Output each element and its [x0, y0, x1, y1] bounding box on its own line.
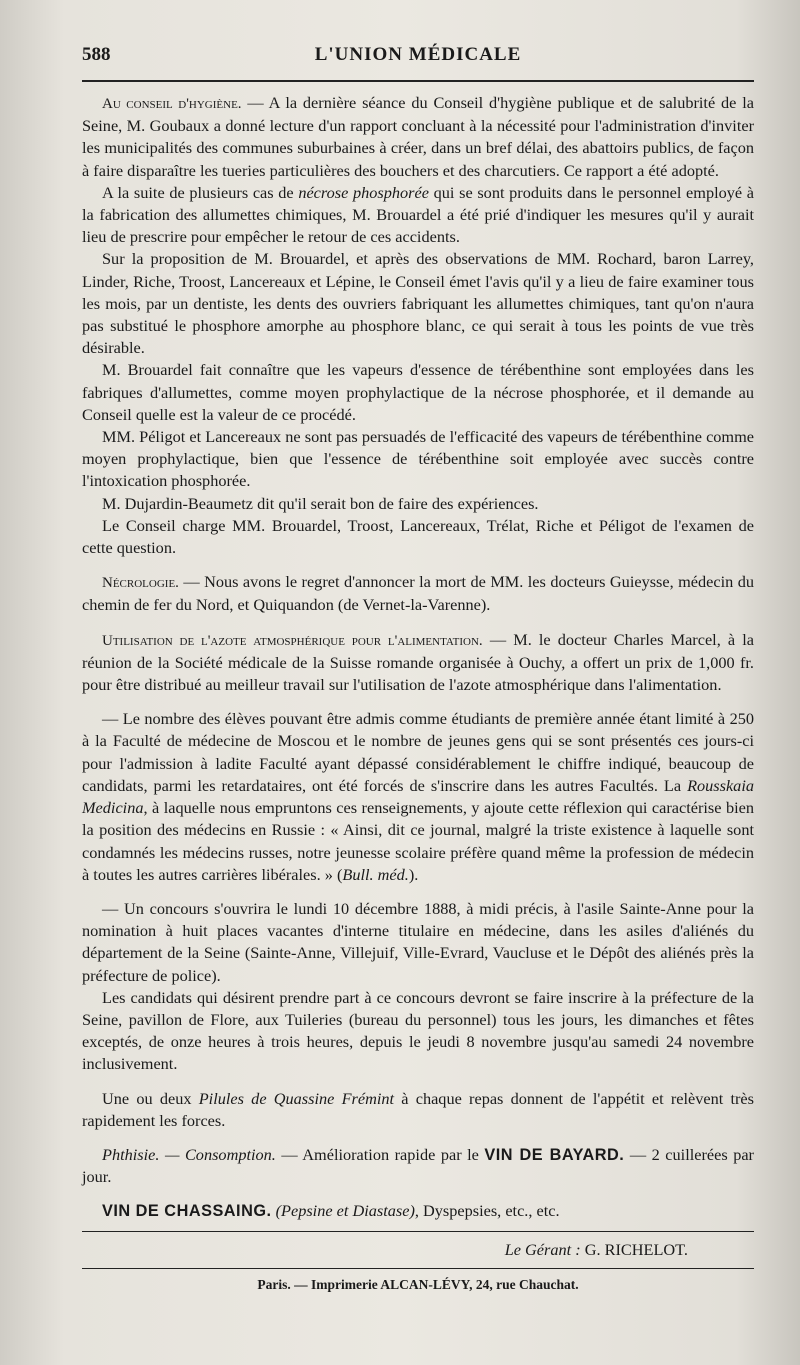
paragraph: Les candidats qui désirent prendre part à ce concours devront se faire inscrire à la préfecture de la Seine, pavillon de Flore, aux Tuileries (bureau du personnel) tous les jours, les dimanches et fêtes exceptés, de onze heures à trois heures, depuis le jeudi 8 novembre jusqu'au samedi 24 novembre inclusivement.: [82, 987, 754, 1074]
paragraph: Le Conseil charge MM. Brouardel, Troost, Lancereaux, Trélat, Riche et Péligot de l'examen de cette question.: [82, 515, 754, 558]
advertisement: Une ou deux Pilules de Quassine Frémint à chaque repas donnent de l'appétit et relèvent très rapidement les forces.: [82, 1088, 754, 1130]
article-body: [82, 92, 754, 1223]
printer-imprint: Paris. — Imprimerie ALCAN-LÉVY, 24, rue Chauchat.: [257, 1276, 579, 1292]
paragraph: Au conseil d'hygiène. — A la dernière séance du Conseil d'hygiène publique et de salubrité de la Seine, M. Goubaux a donné lecture d'un rapport concluant à la nécessité pour l'administration d'inviter les municipalités des communes suburbaines à créer, dans un bref délai, des abattoirs publics, de façon à faire disparaître les tueries particulières des bouchers et des charcutiers. Ce rapport a été adopté.: [82, 93, 754, 180]
paragraph: — Le nombre des élèves pouvant être admis comme étudiants de première année étant limité à 250 à la Faculté de médecine de Moscou et le nombre de jeunes gens qui se sont présentés ces jours-ci pour l'admission à ladite Faculté ayant dépassé considérablement le chiffre indiqué, beaucoup de candidats, parmi les retardataires, ont été forcés de s'inscrire dans les autres Facultés. La Rousskaia Medicina, à laquelle nous empruntons ces renseignements, y ajoute cette réflexion qui caractérise bien la position des médecins en Russie : « Ainsi, dit ce journal, malgré la triste existence à laquelle sont condamnés les médecins russes, notre jeunesse scolaire préfère quand même la profession de médecin à toutes les autres carrières libérales. » (Bull. méd.).: [82, 709, 754, 884]
section-lead: Nécrologie.: [102, 575, 179, 592]
paragraph: MM. Péligot et Lancereaux ne sont pas persuadés de l'efficacité des vapeurs de térébenthine comme moyen prophylactique, bien que l'essence de térébenthine soit employée avec succès contre l'intoxication phosphorée.: [82, 427, 754, 491]
paragraph: — Un concours s'ouvrira le lundi 10 décembre 1888, à midi précis, à l'asile Sainte-Anne pour la nomination à huit places vacantes d'interne titulaire en médecine, dans les asiles d'aliénés du département de la Seine (Sainte-Anne, Villejuif, Ville-Evrard, Vaucluse et le Dépôt des aliénés près la préfecture de police).: [82, 898, 754, 985]
section-lead: Utilisation de l'azote atmosphérique pour l'alimentation.: [102, 632, 483, 649]
advertisement: VIN DE CHASSAING. (Pepsine et Diastase), Dyspepsies, etc., etc.: [102, 1201, 560, 1221]
running-title: L'UNION MÉDICALE: [314, 44, 522, 65]
paragraph: M. Dujardin-Beaumetz dit qu'il serait bon de faire des expériences.: [102, 493, 539, 513]
page-header: [82, 44, 754, 66]
paragraph: Nécrologie. — Nous avons le regret d'annoncer la mort de MM. les docteurs Guieysse, médecin du chemin de fer du Nord, et Quiquandon (de Vernet-la-Varenne).: [82, 572, 754, 615]
paragraph: A la suite de plusieurs cas de nécrose phosphorée qui se sont produits dans le personnel employé à la fabrication des allumettes chimiques, M. Brouardel a été prié d'indiquer les mesures qu'il y aurait lieu de prescrire pour empêcher le retour de ces accidents.: [82, 182, 754, 247]
paragraph: Utilisation de l'azote atmosphérique pour l'alimentation. — M. le docteur Charles Marcel, à la réunion de la Société médicale de la Suisse romande organisée à Ouchy, a offert un prix de 1,000 fr. pour être distribué au meilleur travail sur l'utilisation de l'azote atmosphérique dans l'alimentation.: [82, 629, 755, 695]
footer-rule-bottom: [82, 1268, 754, 1269]
paragraph: M. Brouardel fait connaître que les vapeurs d'essence de térébenthine sont employées dans les fabriques d'allumettes, comme moyen prophylactique de la nécrose phosphorée, et il demande au Conseil quelle est la valeur de ce procédé.: [82, 360, 754, 424]
footer-rule: [82, 1231, 754, 1232]
advertisement: Phthisie. — Consomption. — Amélioration rapide par le VIN DE BAYARD. — 2 cuillerées par jour.: [82, 1144, 754, 1187]
page-number: 588: [82, 44, 111, 65]
paragraph: Sur la proposition de M. Brouardel, et après des observations de MM. Rochard, baron Larrey, Linder, Riche, Troost, Lancereaux et Lépine, le Conseil émet l'avis qu'il y a lieu de faire examiner tous les mois, par un dentiste, les dents des ouvriers fabriquant les allumettes chimiques, tant qu'on n'aura pas substitué le phosphore amorphe au phosphore blanc, ce qui serait à tous les points de vue très désirable.: [82, 249, 754, 358]
header-rule: [82, 80, 754, 82]
signature: Le Gérant : G. RICHELOT.: [504, 1239, 688, 1259]
section-lead: Au conseil d'hygiène.: [102, 96, 242, 112]
